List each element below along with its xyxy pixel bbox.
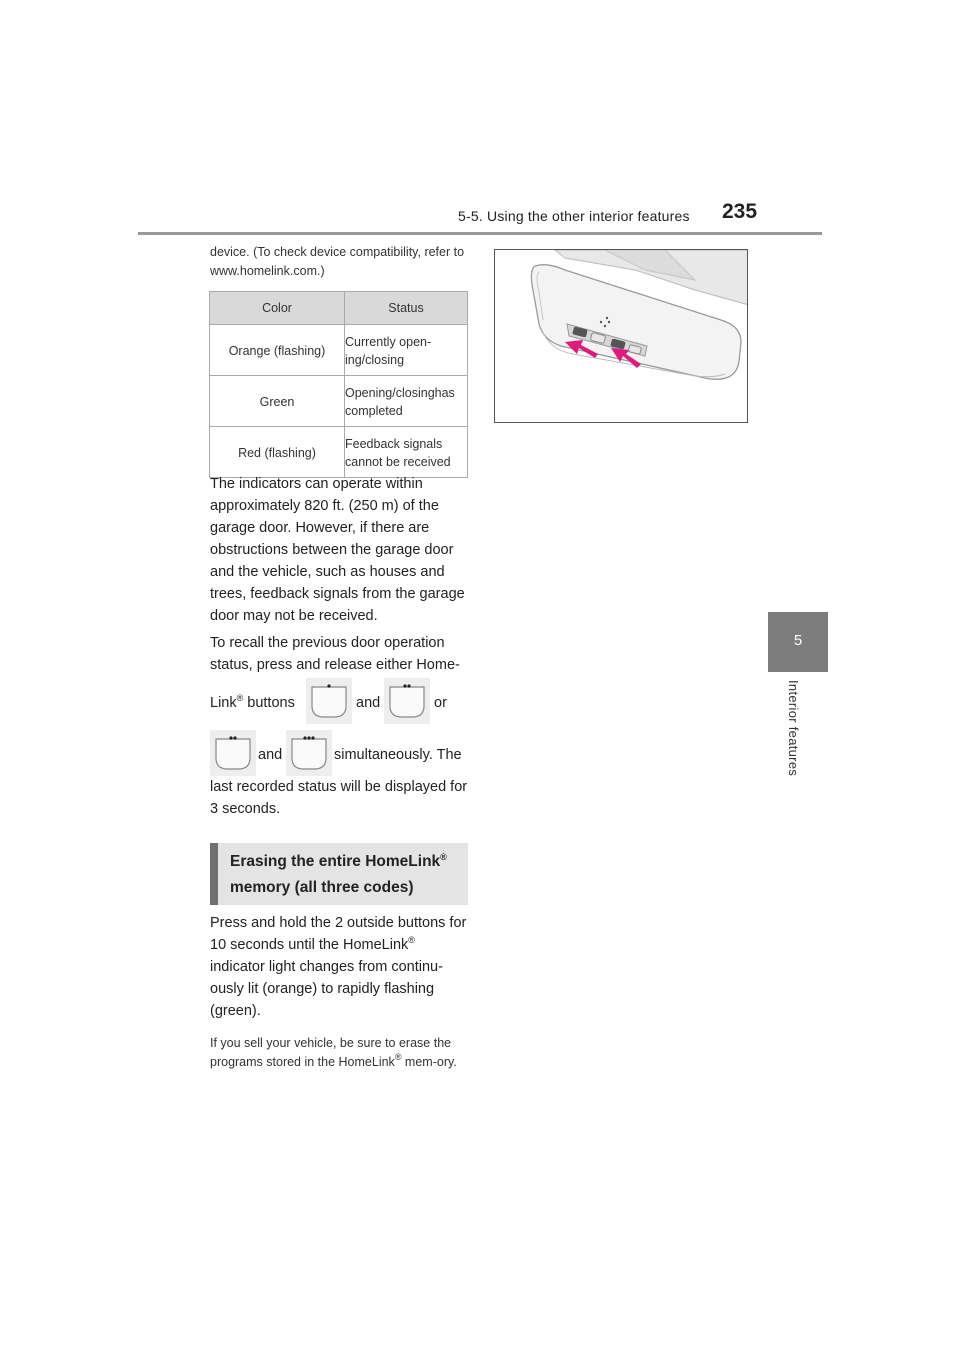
recall-paragraph (210, 632, 472, 832)
mirror-drawing (495, 250, 748, 423)
recall-text-part1: To recall the previous door operation status, press and release either Home- (210, 635, 460, 673)
recall-text-part5: last recorded status will be displayed for 3 seconds. (210, 779, 468, 817)
erase-section-heading (210, 843, 468, 905)
range-paragraph: The indicators can operate within approximately 820 ft. (250 m) of the garage door. However, if there are obstructions between the garage door and the vehicle, such as houses and trees, feedback signals from the garage door may not be received. (210, 476, 465, 624)
chapter-number: 5 (793, 632, 803, 649)
chapter-tab (768, 612, 828, 672)
registered-mark: ® (394, 1052, 402, 1062)
table-row (210, 427, 468, 478)
table-header-color: Color (210, 292, 345, 325)
homelink-button-1-icon (306, 678, 352, 724)
recall-text-buttons: buttons (243, 695, 295, 711)
erase-paragraph (210, 912, 472, 1022)
erase-text-part1: Press and hold the 2 outside buttons for 10 seconds until the HomeLink (210, 915, 467, 953)
status-table (209, 291, 468, 478)
rearview-mirror-illustration (494, 249, 748, 423)
table-cell-status: Opening/closinghas completed (345, 376, 468, 427)
recall-or: or (434, 695, 447, 711)
erase-heading-line2: memory (all three codes) (230, 879, 414, 896)
table-cell-status: Currently open-ing/closing (345, 325, 468, 376)
table-cell-color: Red (flashing) (210, 427, 345, 478)
homelink-button-2-icon (384, 678, 430, 724)
recall-text-link: Link (210, 695, 237, 711)
note-paragraph (210, 1034, 472, 1072)
registered-mark: ® (408, 935, 415, 945)
recall-and-1: and (356, 695, 381, 711)
table-header-status: Status (345, 292, 468, 325)
note-text-part1: If you sell your vehicle, be sure to erase the programs stored in the HomeLink (210, 1036, 452, 1069)
erase-text-part2: indicator light changes from continu-ously lit (orange) to rapidly flashing (green). (210, 959, 443, 1019)
registered-mark: ® (440, 852, 447, 862)
table-cell-color: Green (210, 376, 345, 427)
recall-and-2: and (258, 747, 283, 763)
table-header-row (210, 292, 468, 325)
intro-text: device. (To check device compatibility, refer to www.homelink.com.) (210, 245, 465, 278)
page-number: 235 (722, 200, 758, 223)
table-cell-color: Orange (flashing) (210, 325, 345, 376)
note-text-part2: mem-ory. (401, 1055, 457, 1069)
erase-heading-line1: Erasing the entire HomeLink (230, 853, 441, 870)
registered-mark: ® (236, 693, 244, 703)
recall-text-part4: simultaneously. The (334, 747, 462, 763)
header-divider (138, 232, 822, 235)
table-row (210, 325, 468, 376)
section-title: 5-5. Using the other interior features (458, 208, 690, 224)
chapter-label: Interior features (786, 680, 801, 777)
homelink-button-2b-icon (210, 730, 256, 776)
table-cell-status: Feedback signals cannot be received (345, 427, 468, 478)
table-row (210, 376, 468, 427)
homelink-button-3-icon (286, 730, 332, 776)
